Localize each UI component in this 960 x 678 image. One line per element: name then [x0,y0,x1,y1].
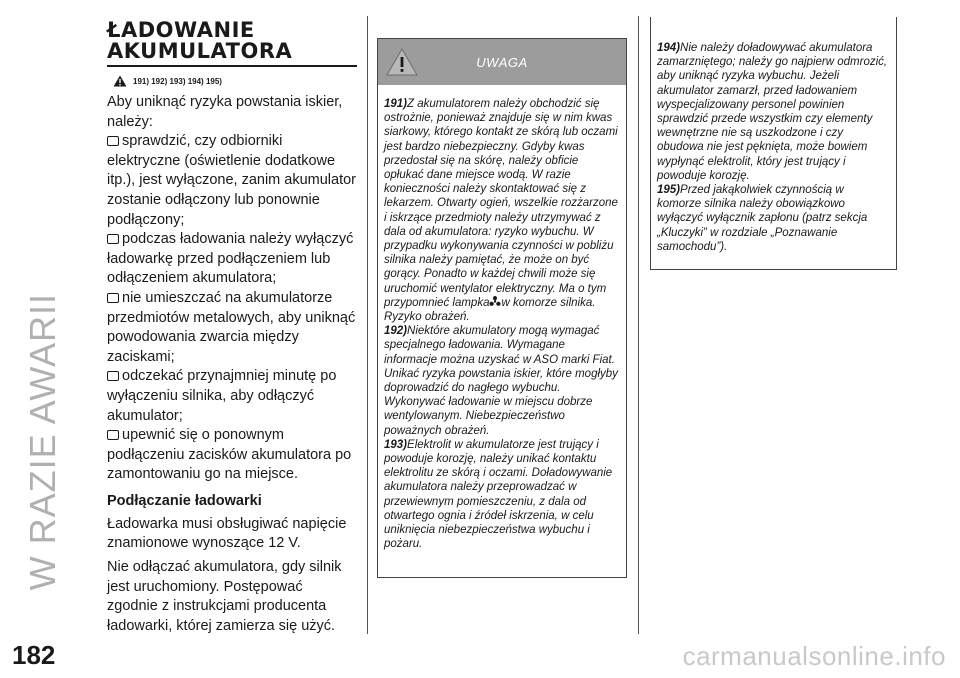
bullet-box-icon [107,136,119,146]
warning-reference-numbers: 191) 192) 193) 194) 195) [133,76,222,86]
warning-item-195 [657,183,890,254]
chapter-side-tab-label: W RAZIE AWARII [22,292,63,590]
warning-triangle-icon [113,75,127,87]
bullet-item-text: podczas ładowania należy wyłączyć ładowarkę przed podłączeniem lub odłączeniem akumulatora; [107,231,354,287]
warning-text: Elektrolit w akumulatorze jest trujący i powoduje korozję, należy unikać kontaktu elektrolitu ze skórą i oczami. Doładowywanie akumulatora należy przeprowadzać w przewiewnym pomieszczeniu, z dala od otwartego ognia i źródeł iskrzenia, w celu uniknięcia niebezpieczeństwa wybuchu i pożaru. [384,438,613,551]
warning-text: Z akumulatorem należy obchodzić się ostrożnie, ponieważ znajduje się w nim kwas siarkowy, którego kontakt ze skórą lub oczami jest bardzo niebezpieczny. Gdyby kwas przedostał się na skórę, należy obficie opłukać dane miejsce wodą. W razie konieczności należy skontaktować się z lekarzem. Otwarty ogień, wszelkie rozżarzone i iskrzące przedmioty należy utrzymywać z dala od akumulatora: ryzyko wybuchu. W przypadku wykonywania czynności w pobliżu silnika należy pamiętać, że może on być gorący. Ponadto w każdej chwili może się uruchomić wentylator elektryczny. Ma o tym przypomnieć lampka [384,98,618,309]
warning-number: 194) [657,42,681,54]
column-divider-1 [367,16,368,634]
warning-number: 191) [384,98,408,110]
warning-number: 193) [384,438,408,451]
warning-title: UWAGA [476,54,528,70]
bullet-box-icon [107,293,119,303]
charger-instructions-paragraph: Nie odłączać akumulatora, gdy silnik jest uruchomiony. Postępować zgodnie z instrukcjami producenta ładowarki, której zamierza się użyć. [107,559,342,634]
section-title-line-1: ŁADOWANIE [107,18,255,42]
subheading: Podłączanie ładowarki [107,492,262,509]
warning-references [113,75,357,87]
bullet-item-text: sprawdzić, czy odbiorniki elektryczne (oświetlenie dodatkowe itp.), jest wyłączone, zanim akumulator zostanie odłączony lub ponownie podłączony; [107,133,357,228]
warning-text: Nie należy doładowywać akumulatora zamarzniętego; należy go najpierw odmrozić, aby uniknąć ryzyka wybuchu. Jeżeli akumulator zamarzł, przed ładowaniem wyspecjalizowany personel powinien sprawdzić przede wszystkim czy elementy wewnętrzne nie są uszkodzone i czy obudowa nie jest pęknięta, może bowiem wypłynąć elektrolit, który jest trujący i powoduje korozję. [657,42,888,182]
bullet-item [107,289,357,367]
section-title-line-2: AKUMULATORA [107,39,293,63]
warning-text: Niektóre akumulatory mogą wymagać specjalnego ładowania. Wymagane informacje można uzyskać w ASO marki Fiat. Unikać ryzyka powstania iskier, które mogłyby doprowadzić do nagłego wybuchu. Wykonywać ładowanie w miejscu dobrze wentylowanym. Niebezpieczeństwo poważnych obrażeń. [384,325,618,437]
bullet-item [107,426,357,485]
intro-paragraph: Aby uniknąć ryzyka powstania iskier, należy: [107,94,343,130]
warning-body [378,85,626,552]
bullet-box-icon [107,371,119,381]
warning-text: w komorze silnika. Ryzyko obrażeń. [384,296,596,324]
warning-triangle-icon [386,48,418,76]
bullet-item [107,230,357,289]
bullet-item [107,132,357,230]
warning-continuation-box [650,17,897,270]
bullet-item-text: upewnić się o ponownym podłączeniu zacisków akumulatora po zamontowaniu go na miejsce. [107,427,352,483]
page-number: 182 [12,640,56,670]
fan-warning-lamp-icon [489,296,501,307]
bullet-item-text: nie umieszczać na akumulatorze przedmiotów metalowych, aby uniknąć powodowania zwarcia między zaciskami; [107,289,356,365]
watermark: carmanualsonline.info [682,641,946,671]
warning-item-191 [384,97,618,324]
bullet-item-text: odczekać przynajmniej minutę po wyłączeniu silnika, aby odłączyć akumulator; [107,368,337,424]
column-divider-2 [638,16,639,634]
chapter-side-tab [14,30,74,590]
warning-header [378,39,626,85]
bullet-item [107,367,357,426]
bullet-box-icon [107,234,119,244]
warning-number: 195) [657,184,681,197]
warning-item-193 [384,438,618,552]
charger-voltage-paragraph: Ładowarka musi obsługiwać napięcie znamionowe wynoszące 12 V. [107,515,347,552]
warning-item-192 [384,324,618,438]
section-title [107,20,357,67]
warning-number: 192) [384,325,408,338]
warning-box [377,38,627,578]
warning-text: Przed jakąkolwiek czynnością w komorze silnika należy obowiązkowo wyłączyć wyłącznik zapłonu (patrz sekcja „Kluczyki” w rozdziale „Poznawanie samochodu”). [657,184,868,253]
bullet-box-icon [107,430,119,440]
main-text-column [107,20,357,644]
warning-item-194 [657,41,890,183]
